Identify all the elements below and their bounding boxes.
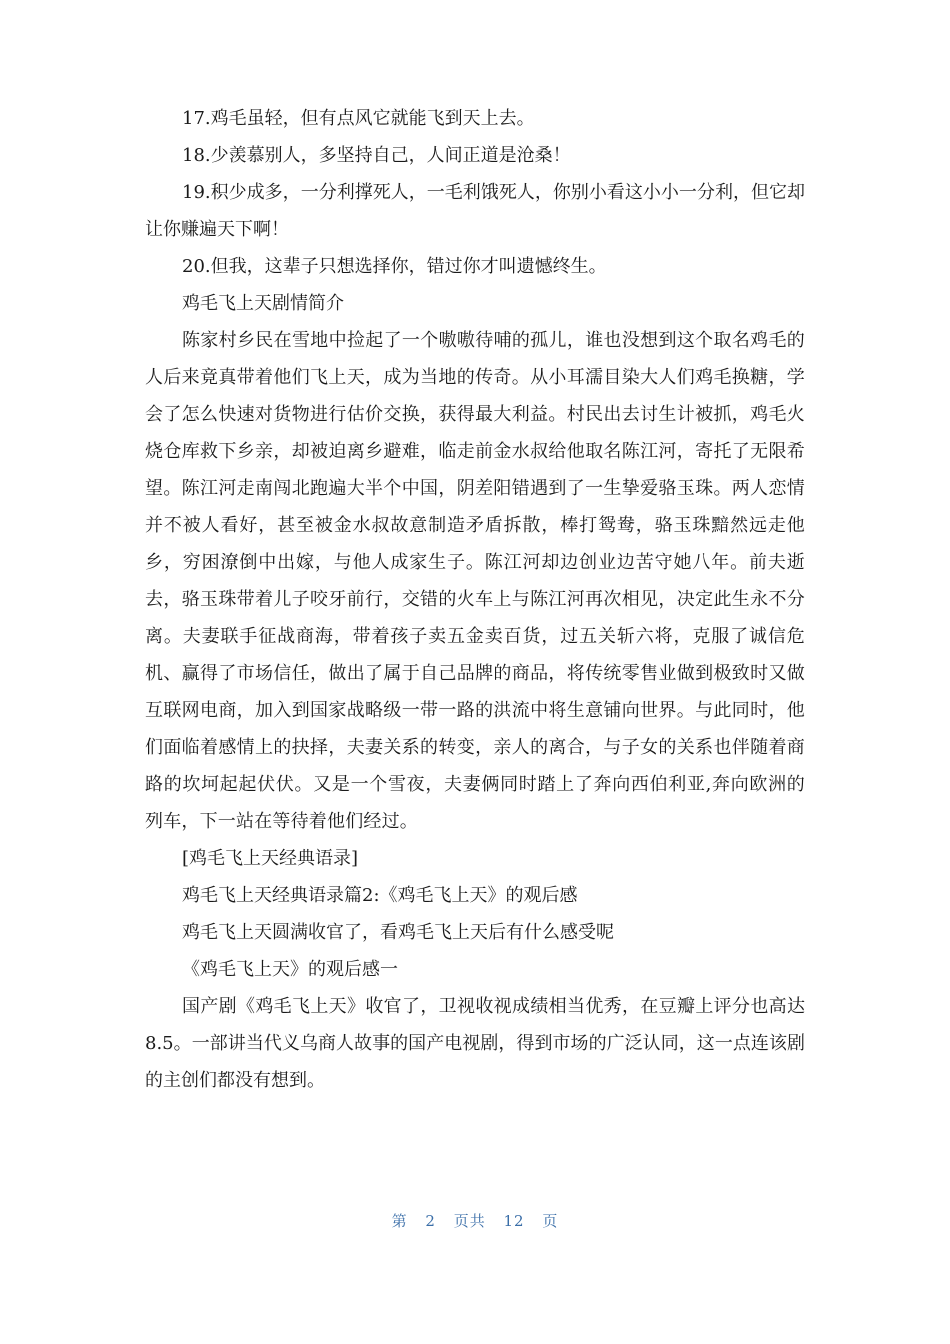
- footer-page-number: 2: [425, 1212, 436, 1230]
- review-paragraph: 国产剧《鸡毛飞上天》收官了，卫视收视成绩相当优秀，在豆瓣上评分也高达8.5。一部讲当代义乌商人故事的国产电视剧，得到市场的广泛认同，这一点连该剧的主创们都没有想到。: [145, 996, 805, 1091]
- review-heading: 《鸡毛飞上天》的观后感一: [182, 959, 398, 980]
- section-heading-quotes: [鸡毛飞上天经典语录]: [182, 848, 359, 869]
- section-heading-synopsis: 鸡毛飞上天剧情简介: [182, 293, 344, 314]
- page-footer: [0, 1210, 950, 1231]
- article-subtitle: 鸡毛飞上天圆满收官了，看鸡毛飞上天后有什么感受呢: [182, 922, 614, 943]
- footer-total-pages: 12: [503, 1212, 525, 1230]
- footer-middle: 页共: [453, 1212, 486, 1230]
- quote-19: 19.积少成多，一分利撑死人，一毛利饿死人，你别小看这小小一分利，但它却让你赚遍天下啊！: [145, 182, 805, 240]
- document-body: [145, 100, 805, 1099]
- synopsis-paragraph: 陈家村乡民在雪地中捡起了一个嗷嗷待哺的孤儿，谁也没想到这个取名鸡毛的人后来竟真带着他们飞上天，成为当地的传奇。从小耳濡目染大人们鸡毛换糖，学会了怎么快速对货物进行估价交换，获得最大利益。村民出去讨生计被抓，鸡毛火烧仓库救下乡亲，却被迫离乡避难，临走前金水叔给他取名陈江河，寄托了无限希望。陈江河走南闯北跑遍大半个中国，阴差阳错遇到了一生挚爱骆玉珠。两人恋情并不被人看好，甚至被金水叔故意制造矛盾拆散，棒打鸳鸯，骆玉珠黯然远走他乡，穷困潦倒中出嫁，与他人成家生子。陈江河却边创业边苦守她八年。前夫逝去，骆玉珠带着儿子咬牙前行，交错的火车上与陈江河再次相见，决定此生永不分离。夫妻联手征战商海，带着孩子卖五金卖百货，过五关斩六将，克服了诚信危机、赢得了市场信任，做出了属于自己品牌的商品，将传统零售业做到极致时又做互联网电商，加入到国家战略级一带一路的洪流中将生意铺向世界。与此同时，他们面临着感情上的抉择，夫妻关系的转变，亲人的离合，与子女的关系也伴随着商路的坎坷起起伏伏。又是一个雪夜，夫妻俩同时踏上了奔向西伯利亚,奔向欧洲的列车，下一站在等待着他们经过。: [145, 330, 805, 832]
- quote-18: 18.少羡慕别人，多坚持自己，人间正道是沧桑！: [182, 145, 571, 166]
- quote-17: 17.鸡毛虽轻，但有点风它就能飞到天上去。: [182, 108, 535, 129]
- footer-prefix: 第: [391, 1212, 408, 1230]
- quote-20: 20.但我，这辈子只想选择你，错过你才叫遗憾终生。: [182, 256, 607, 277]
- article-title: 鸡毛飞上天经典语录篇2:《鸡毛飞上天》的观后感: [182, 885, 578, 906]
- footer-suffix: 页: [542, 1212, 559, 1230]
